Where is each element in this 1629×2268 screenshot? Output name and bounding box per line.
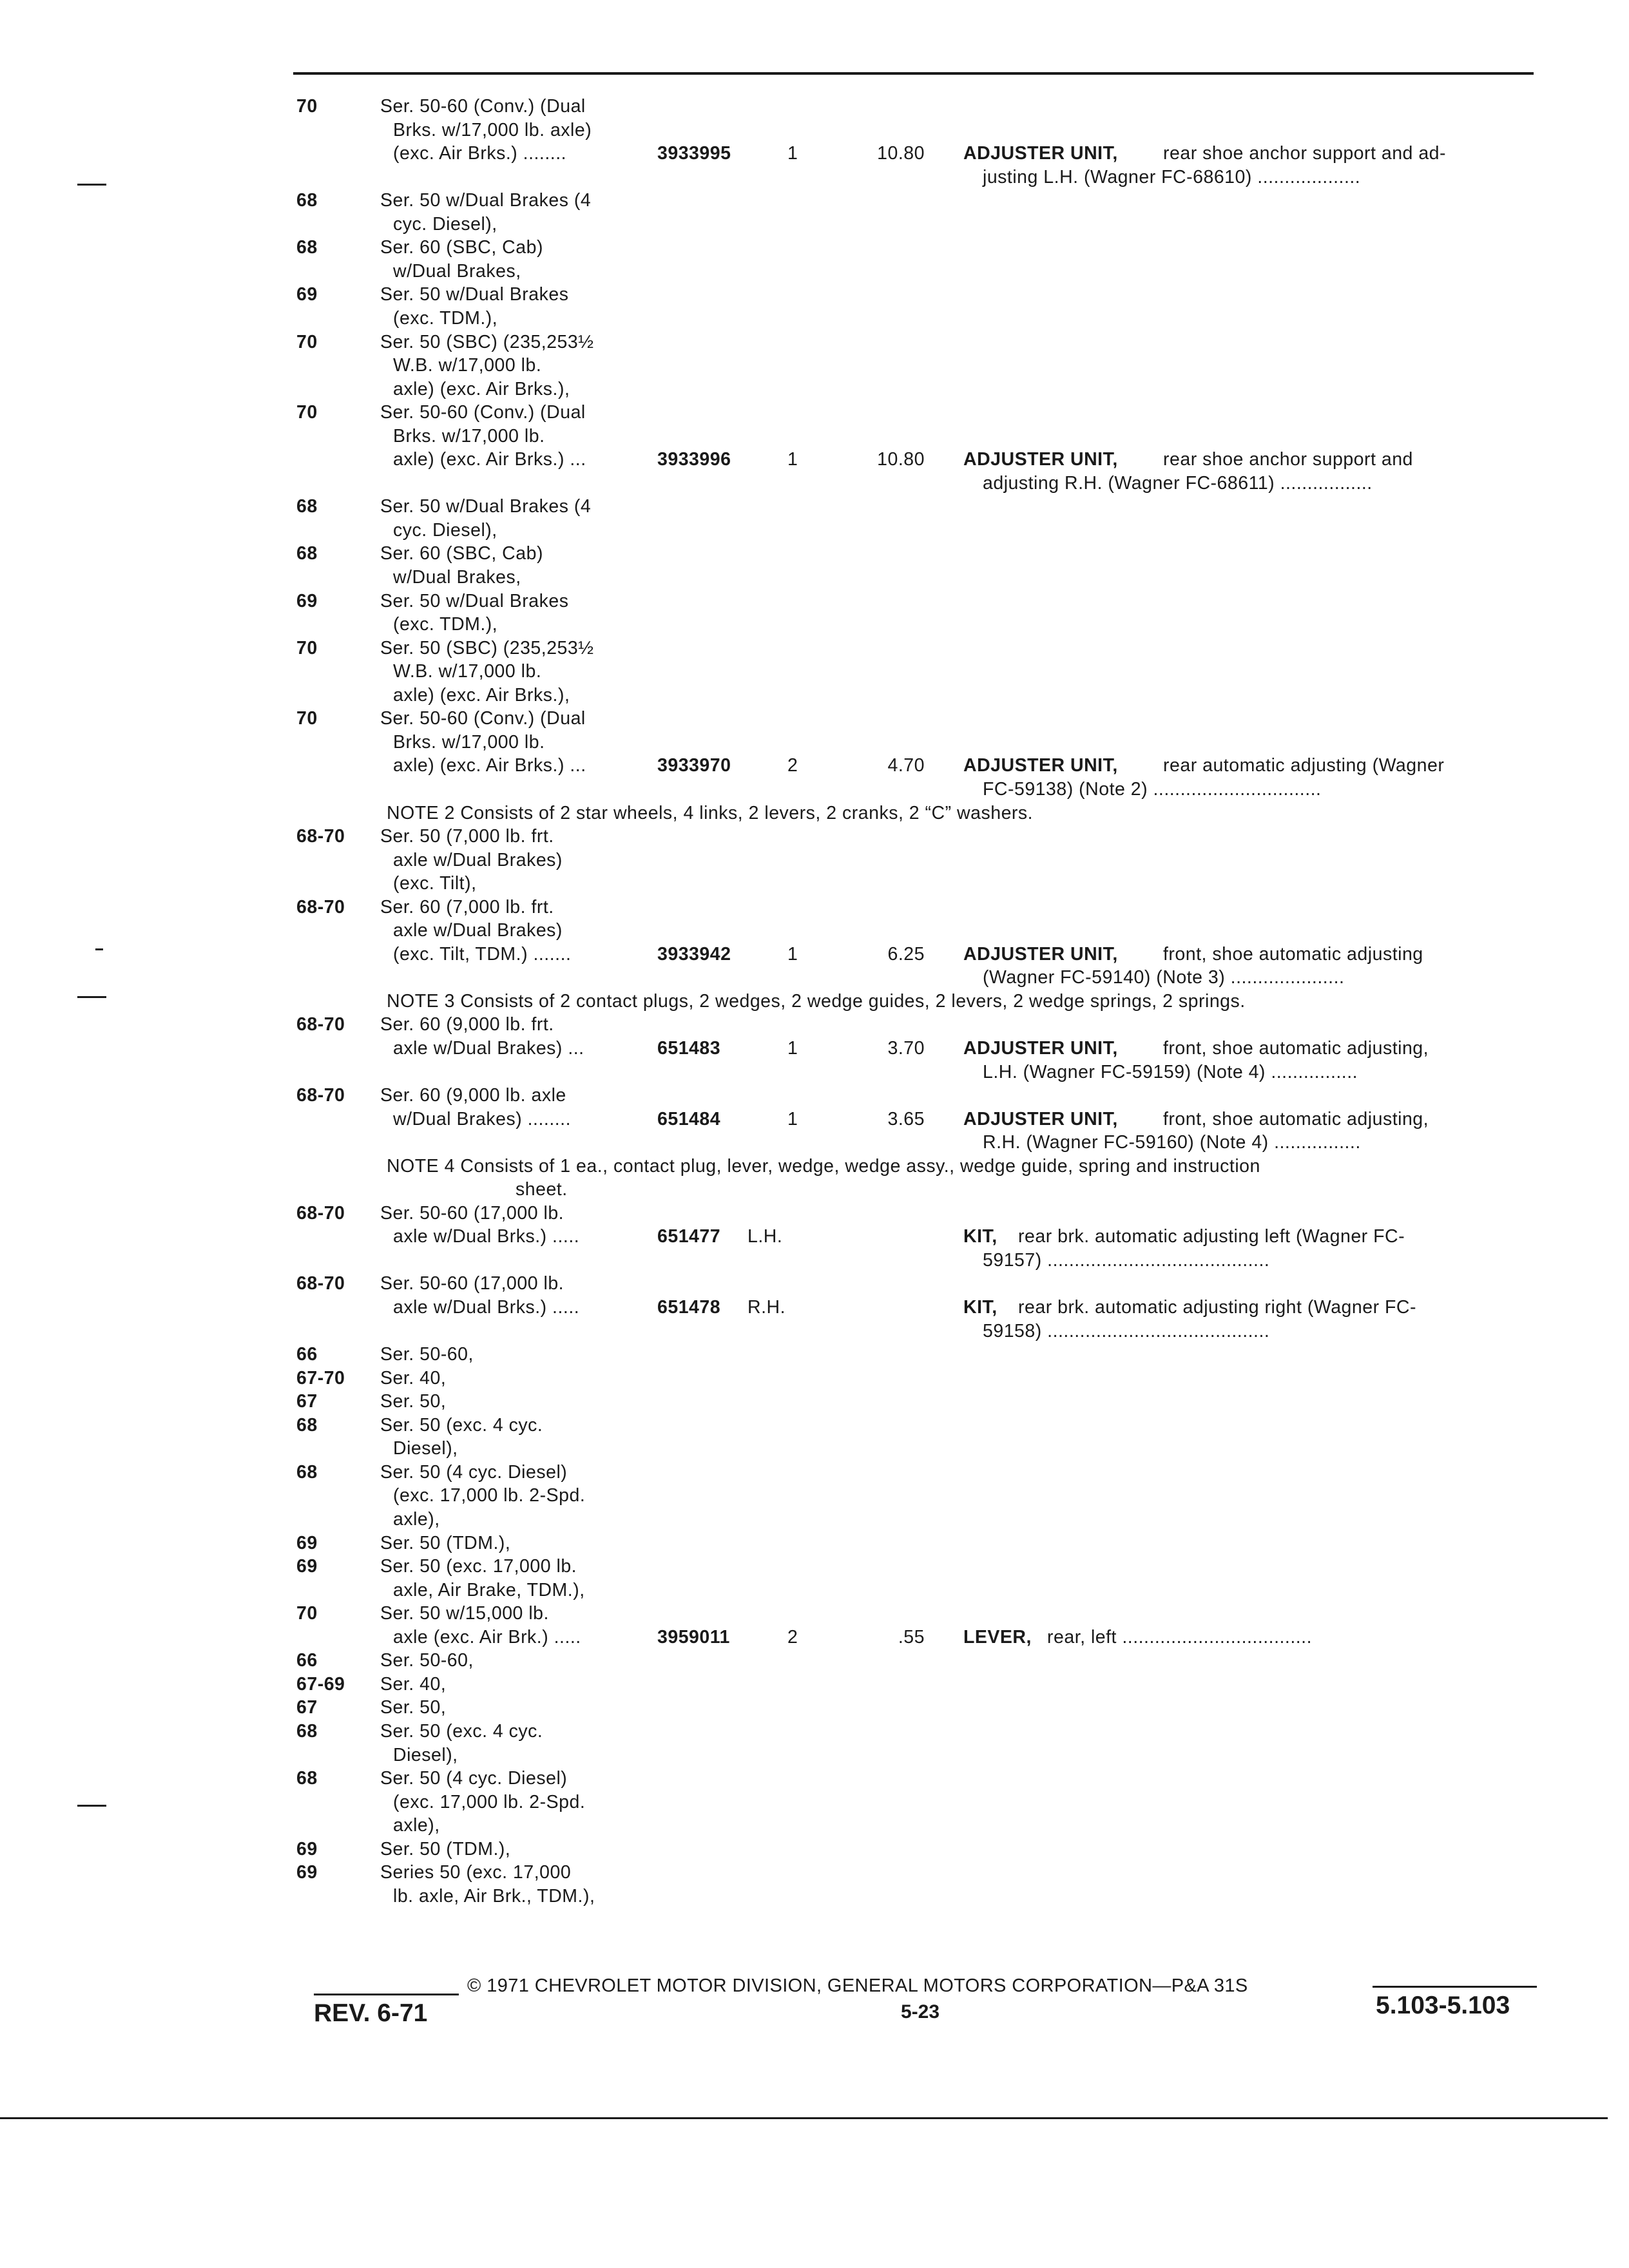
application-text: Ser. 50 (exc. 17,000 lb. [380,1556,577,1577]
model-year: 67-69 [296,1674,345,1695]
application-text: Ser. 50 (SBC) (235,253½ [380,638,594,658]
margin-mark [77,184,106,186]
application-text: Ser. 50 (exc. 4 cyc. [380,1721,543,1742]
model-year: 68-70 [296,897,345,918]
application-text: axle), [393,1815,440,1836]
application-text: Ser. 50-60 (Conv.) (Dual [380,96,586,117]
part-description: rear shoe anchor support and [1163,449,1413,470]
application-text: Ser. 50-60 (Conv.) (Dual [380,402,586,423]
part-description: adjusting R.H. (Wagner FC-68611) ................. [983,473,1373,494]
model-year: 67 [296,1391,318,1412]
application-text: w/Dual Brakes, [393,567,521,588]
model-year: 69 [296,1556,318,1577]
model-year: 68-70 [296,826,345,847]
model-year: 67 [296,1697,318,1718]
application-text: (exc. Tilt), [393,873,477,894]
part-description: (Wagner FC-59140) (Note 3) ..................... [983,967,1345,988]
bottom-rule [0,2117,1608,2119]
part-number: 3959011 [657,1627,730,1648]
part-number: 3933942 [657,944,731,965]
quantity: 1 [787,944,798,965]
application-text: axle (exc. Air Brk.) ..... [393,1627,581,1648]
part-description: justing L.H. (Wagner FC-68610) ................... [983,167,1361,187]
quantity: 2 [787,755,798,776]
model-year: 68 [296,496,318,517]
part-name: ADJUSTER UNIT, [963,143,1118,164]
margin-mark [77,1805,106,1807]
application-text: Diesel), [393,1438,458,1459]
application-text: W.B. w/17,000 lb. [393,355,542,376]
application-text: axle) (exc. Air Brks.), [393,379,570,399]
application-text: Ser. 50 w/Dual Brakes (4 [380,190,592,211]
application-text: Brks. w/17,000 lb. [393,732,545,753]
copyright-notice: © 1971 CHEVROLET MOTOR DIVISION, GENERAL MOTORS CORPORATION—P&A 31S [467,1975,1248,1996]
model-year: 70 [296,96,318,117]
model-year: 66 [296,1344,318,1365]
application-text: (exc. Air Brks.) ........ [393,143,567,164]
part-description: 59158) ......................................... [983,1321,1270,1341]
part-description: rear brk. automatic adjusting left (Wagner FC- [1018,1226,1405,1247]
application-text: (exc. TDM.), [393,308,498,329]
application-text: Ser. 40, [380,1674,447,1695]
note-text: NOTE 3 Consists of 2 contact plugs, 2 wedges, 2 wedge guides, 2 levers, 2 wedge springs, 2 springs. [387,991,1246,1012]
model-year: 69 [296,1839,318,1860]
quantity: 2 [787,1627,798,1648]
page-number: 5-23 [901,2001,940,2023]
application-text: (exc. 17,000 lb. 2-Spd. [393,1792,586,1812]
application-text: axle) (exc. Air Brks.) ... [393,449,586,470]
application-text: (exc. TDM.), [393,614,498,635]
model-year: 68 [296,1721,318,1742]
application-text: axle), [393,1509,440,1530]
part-name: ADJUSTER UNIT, [963,755,1118,776]
part-description: L.H. (Wagner FC-59159) (Note 4) ................ [983,1062,1358,1082]
part-number: 651478 [657,1297,721,1318]
application-text: Ser. 50 w/Dual Brakes [380,591,569,611]
section-number: 5.103-5.103 [1376,1992,1510,2019]
part-description: rear, left ................................... [1047,1627,1313,1648]
model-year: 70 [296,402,318,423]
application-text: Ser. 60 (SBC, Cab) [380,543,543,564]
application-text: (exc. 17,000 lb. 2-Spd. [393,1485,586,1506]
application-text: Ser. 50 (4 cyc. Diesel) [380,1768,568,1789]
part-number: 3933996 [657,449,731,470]
footer-rule-right [1373,1986,1537,1988]
part-description: 59157) ......................................... [983,1250,1270,1271]
price: 3.65 [887,1109,925,1129]
part-description: FC-59138) (Note 2) ............................... [983,779,1322,800]
part-name: ADJUSTER UNIT, [963,944,1118,965]
application-text: w/Dual Brakes) ........ [393,1109,571,1129]
model-year: 68-70 [296,1273,345,1294]
model-year: 67-70 [296,1368,345,1389]
application-text: Ser. 60 (9,000 lb. frt. [380,1014,554,1035]
application-text: axle) (exc. Air Brks.), [393,685,570,706]
application-text: Ser. 50 (SBC) (235,253½ [380,332,594,352]
application-text: Ser. 50 (4 cyc. Diesel) [380,1462,568,1483]
price: 10.80 [877,143,925,164]
application-text: cyc. Diesel), [393,214,497,235]
application-text: Ser. 50 w/Dual Brakes [380,284,569,305]
price: 10.80 [877,449,925,470]
application-text: Diesel), [393,1745,458,1765]
quantity: 1 [787,143,798,164]
model-year: 68 [296,1768,318,1789]
application-text: Ser. 50-60, [380,1650,474,1671]
application-text: cyc. Diesel), [393,520,497,541]
quantity: 1 [787,1109,798,1129]
price: .55 [898,1627,925,1648]
part-name: KIT, [963,1297,998,1318]
part-number: 3933970 [657,755,731,776]
revision-label: REV. 6-71 [314,1999,428,2027]
margin-mark [77,996,106,998]
model-year: 68 [296,237,318,258]
price: 6.25 [887,944,925,965]
application-text: Ser. 50-60 (Conv.) (Dual [380,708,586,729]
part-description: front, shoe automatic adjusting, [1163,1038,1429,1059]
model-year: 66 [296,1650,318,1671]
application-text: lb. axle, Air Brk., TDM.), [393,1886,595,1907]
model-year: 69 [296,591,318,611]
note-text: NOTE 4 Consists of 1 ea., contact plug, lever, wedge, wedge assy., wedge guide, spring and instruction [387,1156,1260,1177]
part-description: rear automatic adjusting (Wagner [1163,755,1445,776]
application-text: Ser. 50 (7,000 lb. frt. [380,826,554,847]
application-text: Ser. 50, [380,1391,447,1412]
model-year: 69 [296,1862,318,1883]
footer-rule-left [314,1994,459,1995]
application-text: Ser. 50, [380,1697,447,1718]
application-text: Ser. 60 (7,000 lb. frt. [380,897,554,918]
part-name: ADJUSTER UNIT, [963,1109,1118,1129]
part-description: front, shoe automatic adjusting [1163,944,1423,965]
margin-mark [95,948,103,950]
application-text: axle w/Dual Brakes) [393,850,563,870]
application-text: Brks. w/17,000 lb. [393,426,545,447]
part-number: 3933995 [657,143,731,164]
application-text: axle w/Dual Brks.) ..... [393,1297,580,1318]
part-name: KIT, [963,1226,998,1247]
part-number: 651477 [657,1226,721,1247]
application-text: Ser. 50 (TDM.), [380,1839,511,1860]
model-year: 68 [296,1415,318,1436]
application-text: W.B. w/17,000 lb. [393,661,542,682]
model-year: 70 [296,708,318,729]
application-text: Ser. 50 w/15,000 lb. [380,1603,549,1624]
side-label: L.H. [747,1226,783,1247]
application-text: axle w/Dual Brakes) ... [393,1038,584,1059]
application-text: Ser. 50 (exc. 4 cyc. [380,1415,543,1436]
quantity: 1 [787,449,798,470]
application-text: axle w/Dual Brakes) [393,920,563,941]
note-text: NOTE 2 Consists of 2 star wheels, 4 links, 2 levers, 2 cranks, 2 “C” washers. [387,803,1034,823]
application-text: Ser. 50-60 (17,000 lb. [380,1203,564,1224]
application-text: Series 50 (exc. 17,000 [380,1862,572,1883]
price: 3.70 [887,1038,925,1059]
application-text: axle w/Dual Brks.) ..... [393,1226,580,1247]
application-text: w/Dual Brakes, [393,261,521,282]
note-text: sheet. [516,1179,568,1200]
model-year: 69 [296,1533,318,1553]
application-text: (exc. Tilt, TDM.) ....... [393,944,572,965]
application-text: axle) (exc. Air Brks.) ... [393,755,586,776]
application-text: Ser. 60 (SBC, Cab) [380,237,543,258]
application-text: Brks. w/17,000 lb. axle) [393,120,592,140]
price: 4.70 [887,755,925,776]
model-year: 68 [296,190,318,211]
application-text: Ser. 50-60, [380,1344,474,1365]
top-rule [293,72,1534,75]
part-number: 651484 [657,1109,721,1129]
application-text: Ser. 50-60 (17,000 lb. [380,1273,564,1294]
model-year: 68 [296,543,318,564]
quantity: 1 [787,1038,798,1059]
model-year: 68 [296,1462,318,1483]
application-text: axle, Air Brake, TDM.), [393,1580,585,1600]
part-name: ADJUSTER UNIT, [963,1038,1118,1059]
part-description: rear shoe anchor support and ad- [1163,143,1447,164]
model-year: 69 [296,284,318,305]
part-number: 651483 [657,1038,721,1059]
part-description: R.H. (Wagner FC-59160) (Note 4) ................ [983,1132,1361,1153]
application-text: Ser. 50 (TDM.), [380,1533,511,1553]
application-text: Ser. 60 (9,000 lb. axle [380,1085,566,1106]
model-year: 70 [296,638,318,658]
part-name: ADJUSTER UNIT, [963,449,1118,470]
model-year: 68-70 [296,1014,345,1035]
model-year: 70 [296,1603,318,1624]
side-label: R.H. [747,1297,786,1318]
model-year: 70 [296,332,318,352]
application-text: Ser. 40, [380,1368,447,1389]
part-description: front, shoe automatic adjusting, [1163,1109,1429,1129]
model-year: 68-70 [296,1203,345,1224]
part-name: LEVER, [963,1627,1032,1648]
model-year: 68-70 [296,1085,345,1106]
application-text: Ser. 50 w/Dual Brakes (4 [380,496,592,517]
part-description: rear brk. automatic adjusting right (Wagner FC- [1018,1297,1416,1318]
